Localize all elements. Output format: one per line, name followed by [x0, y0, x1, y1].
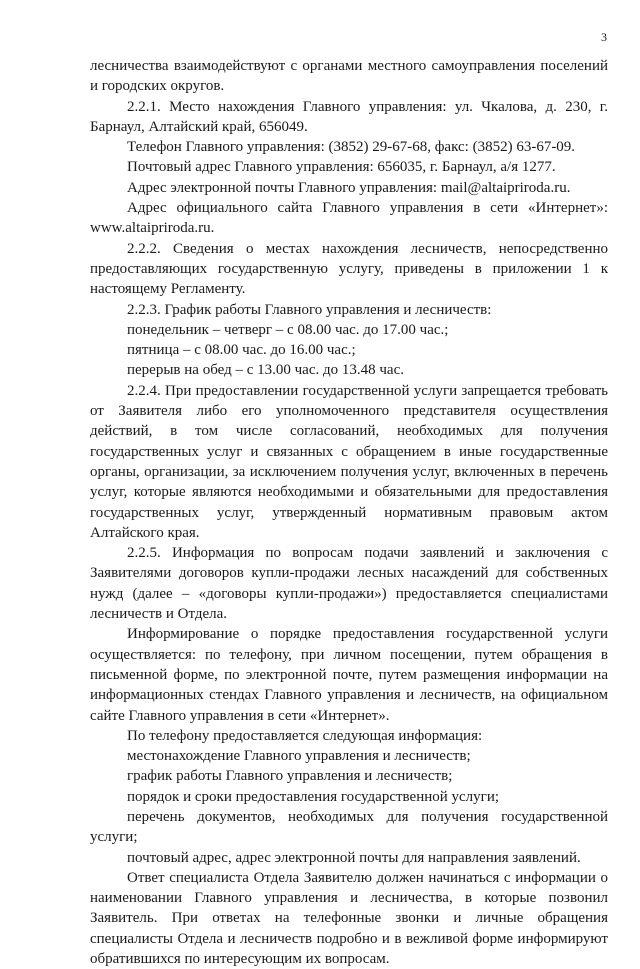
paragraph: местонахождение Главного управления и лесничеств; — [127, 748, 471, 765]
paragraph: Почтовый адрес Главного управления: 656035, г. Барнаул, а/я 1277. — [127, 159, 556, 176]
paragraph: перечень документов, необходимых для получения государственной услуги; — [90, 808, 608, 846]
paragraph: перерыв на обед – с 13.00 час. до 13.48 час. — [127, 362, 404, 379]
paragraph: По телефону предоставляется следующая информация: — [127, 727, 483, 744]
paragraph: порядок и сроки предоставления государственной услуги; — [127, 788, 500, 805]
paragraph: 2.2.4. При предоставлении государственной услуги запрещается требовать от Заявителя либо его уполномоченного представителя осуществления действий, в том числе согласований, необходимых для получения государственных услуг и связанных с обращением в иные государственные органы, организации, за исключением получения услуг, включенных в перечень услуг, которые являются необходимыми и обязательными для предоставления государственных услуг, утвержденный нормативным правовым актом Алтайского края. — [90, 382, 608, 541]
paragraph: Ответ специалиста Отдела Заявителю должен начинаться с информации о наименовании Главного управления и лесничества, в которые позвонил Заявитель. При ответах на телефонные звонки и личные обращения специалисты Отдела и лесничеств подробно и в вежливой форме информируют обратившихся по интересующим их вопросам. — [90, 869, 608, 968]
paragraph: Информирование о порядке предоставления государственной услуги осуществляется: по телефону, при личном посещении, путем обращения в письменной форме, по электронной почте, путем размещения информации на информационных стендах Главного управления и лесничеств, на официальном сайте Главного управления в сети «Интернет». — [90, 626, 608, 724]
paragraph: Адрес электронной почты Главного управления: mail@altaipriroda.ru. — [127, 179, 571, 196]
paragraph: 2.2.3. График работы Главного управления и лесничеств: — [127, 301, 492, 318]
paragraph: 2.2.2. Сведения о местах нахождения лесничеств, непосредственно предоставляющих государственную услугу, приведены в приложении 1 к настоящему Регламенту. — [90, 240, 608, 298]
paragraph: пятница – с 08.00 час. до 16.00 час.; — [127, 342, 356, 359]
paragraph: 2.2.1. Место нахождения Главного управления: ул. Чкалова, д. 230, г. Барнаул, Алтайский край, 656049. — [90, 98, 608, 135]
page-number: 3 — [601, 30, 607, 44]
paragraph: Адрес официального сайта Главного управления в сети «Интернет»: www.altaipriroda.ru. — [90, 200, 608, 237]
paragraph: понедельник – четверг – с 08.00 час. до 17.00 час.; — [127, 321, 449, 338]
document-body — [90, 56, 608, 969]
paragraph: график работы Главного управления и лесничеств; — [127, 768, 453, 785]
paragraph: лесничества взаимодействуют с органами местного самоуправления поселений и городских округов. — [90, 58, 608, 95]
paragraph: 2.2.5. Информация по вопросам подачи заявлений и заключения с Заявителями договоров купли-продажи лесных насаждений для собственных нужд (далее – «договоры купли-продажи») предоставляется специалистами лесничеств и Отдела. — [90, 545, 608, 623]
paragraph: почтовый адрес, адрес электронной почты для направления заявлений. — [127, 849, 581, 866]
paragraph: Телефон Главного управления: (3852) 29-67-68, факс: (3852) 63-67-09. — [127, 139, 576, 156]
